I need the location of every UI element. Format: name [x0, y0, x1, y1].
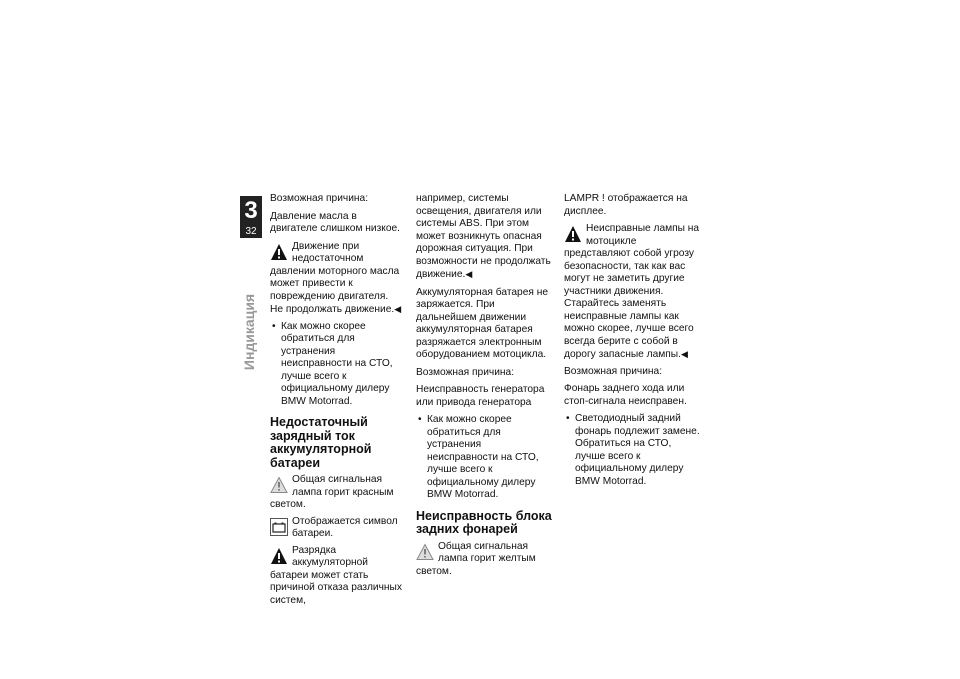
warning-block	[270, 545, 406, 608]
warning-text: Разрядка аккумуляторной батареи может стать причиной отказа различных систем,	[270, 544, 402, 606]
text-possible-cause: Возможная причина:	[564, 365, 663, 377]
warning-text: Неисправные лампы на мотоцикле представляют собой угрозу безопасности, так как вас могут не заметить другие участники движения.	[564, 223, 700, 297]
section-label: Индикация	[241, 293, 257, 371]
indicator-text: Общая сигнальная лампа горит красным светом.	[270, 474, 394, 510]
warning-text-continued: Не продолжать движение.	[270, 304, 395, 315]
text-generator: Неисправность генератора или привода генератора	[416, 384, 545, 408]
column-2	[416, 193, 552, 582]
list-item: • Светодиодный задний фонарь подлежит замене. Обратиться на СТО, лучше всего к официальному дилеру BMW Motorrad.	[564, 413, 700, 488]
text-lamp-fault: Фонарь заднего хода или стоп-сигнала неисправен.	[564, 383, 687, 407]
indicator-row	[270, 474, 406, 512]
warning-text-continued: Старайтесь заменять неисправные лампы как можно скорее, лучше всего всегда берите с собой в дорогу запасные лампы.	[564, 298, 694, 360]
warning-triangle-icon	[270, 547, 288, 565]
warning-text: Движение при недостаточном давлении моторного масла может привести к повреждению двигателя.	[270, 240, 400, 302]
indicator-text: Отображается символ батареи.	[292, 515, 398, 539]
column-3	[564, 193, 700, 493]
text-continued-body: например, системы освещения, двигателя или системы ABS. При этом может возникнуть опасная дорожная ситуация. При возможности не продолжать движение.	[416, 193, 551, 280]
end-mark-icon: ◀	[394, 304, 402, 314]
section-heading: Неисправность блока задних фонарей	[416, 508, 552, 536]
indicator-text: Общая сигнальная лампа горит желтым светом.	[416, 540, 536, 577]
end-mark-icon: ◀	[680, 349, 688, 359]
warning-block	[270, 241, 406, 317]
general-warning-lamp-icon	[416, 543, 434, 561]
end-mark-icon: ◀	[465, 269, 473, 279]
list-item: • Как можно скорее обратиться для устранения неисправности на СТО, лучше всего к официальному дилеру BMW Motorrad.	[270, 321, 406, 409]
page-number: 32	[245, 226, 257, 237]
text-possible-cause: Возможная причина:	[270, 193, 369, 204]
chapter-number: 3	[244, 197, 258, 224]
general-warning-lamp-icon	[270, 476, 288, 494]
warning-block	[564, 223, 700, 362]
battery-icon	[270, 518, 288, 536]
text-possible-cause: Возможная причина:	[416, 366, 515, 378]
warning-triangle-icon	[270, 243, 288, 261]
text-display-message: LAMPR ! отображается на дисплее.	[564, 193, 688, 217]
list-item: • Как можно скорее обратиться для устранения неисправности на СТО, лучше всего к официальному дилеру BMW Motorrad.	[416, 414, 552, 502]
text-oil-pressure: Давление масла в двигателе слишком низкое.	[270, 210, 400, 234]
text-continued	[416, 193, 552, 282]
section-heading: Недостаточный зарядный ток аккумуляторной батареи	[270, 415, 372, 470]
text-battery: Аккумуляторная батарея не заряжается. При дальнейшем движении аккумуляторная батарея разряжается электронным оборудованием мотоцикла.	[416, 286, 549, 360]
column-1	[270, 193, 406, 611]
warning-triangle-icon	[564, 225, 582, 243]
indicator-row	[416, 541, 552, 579]
indicator-row	[270, 516, 406, 541]
